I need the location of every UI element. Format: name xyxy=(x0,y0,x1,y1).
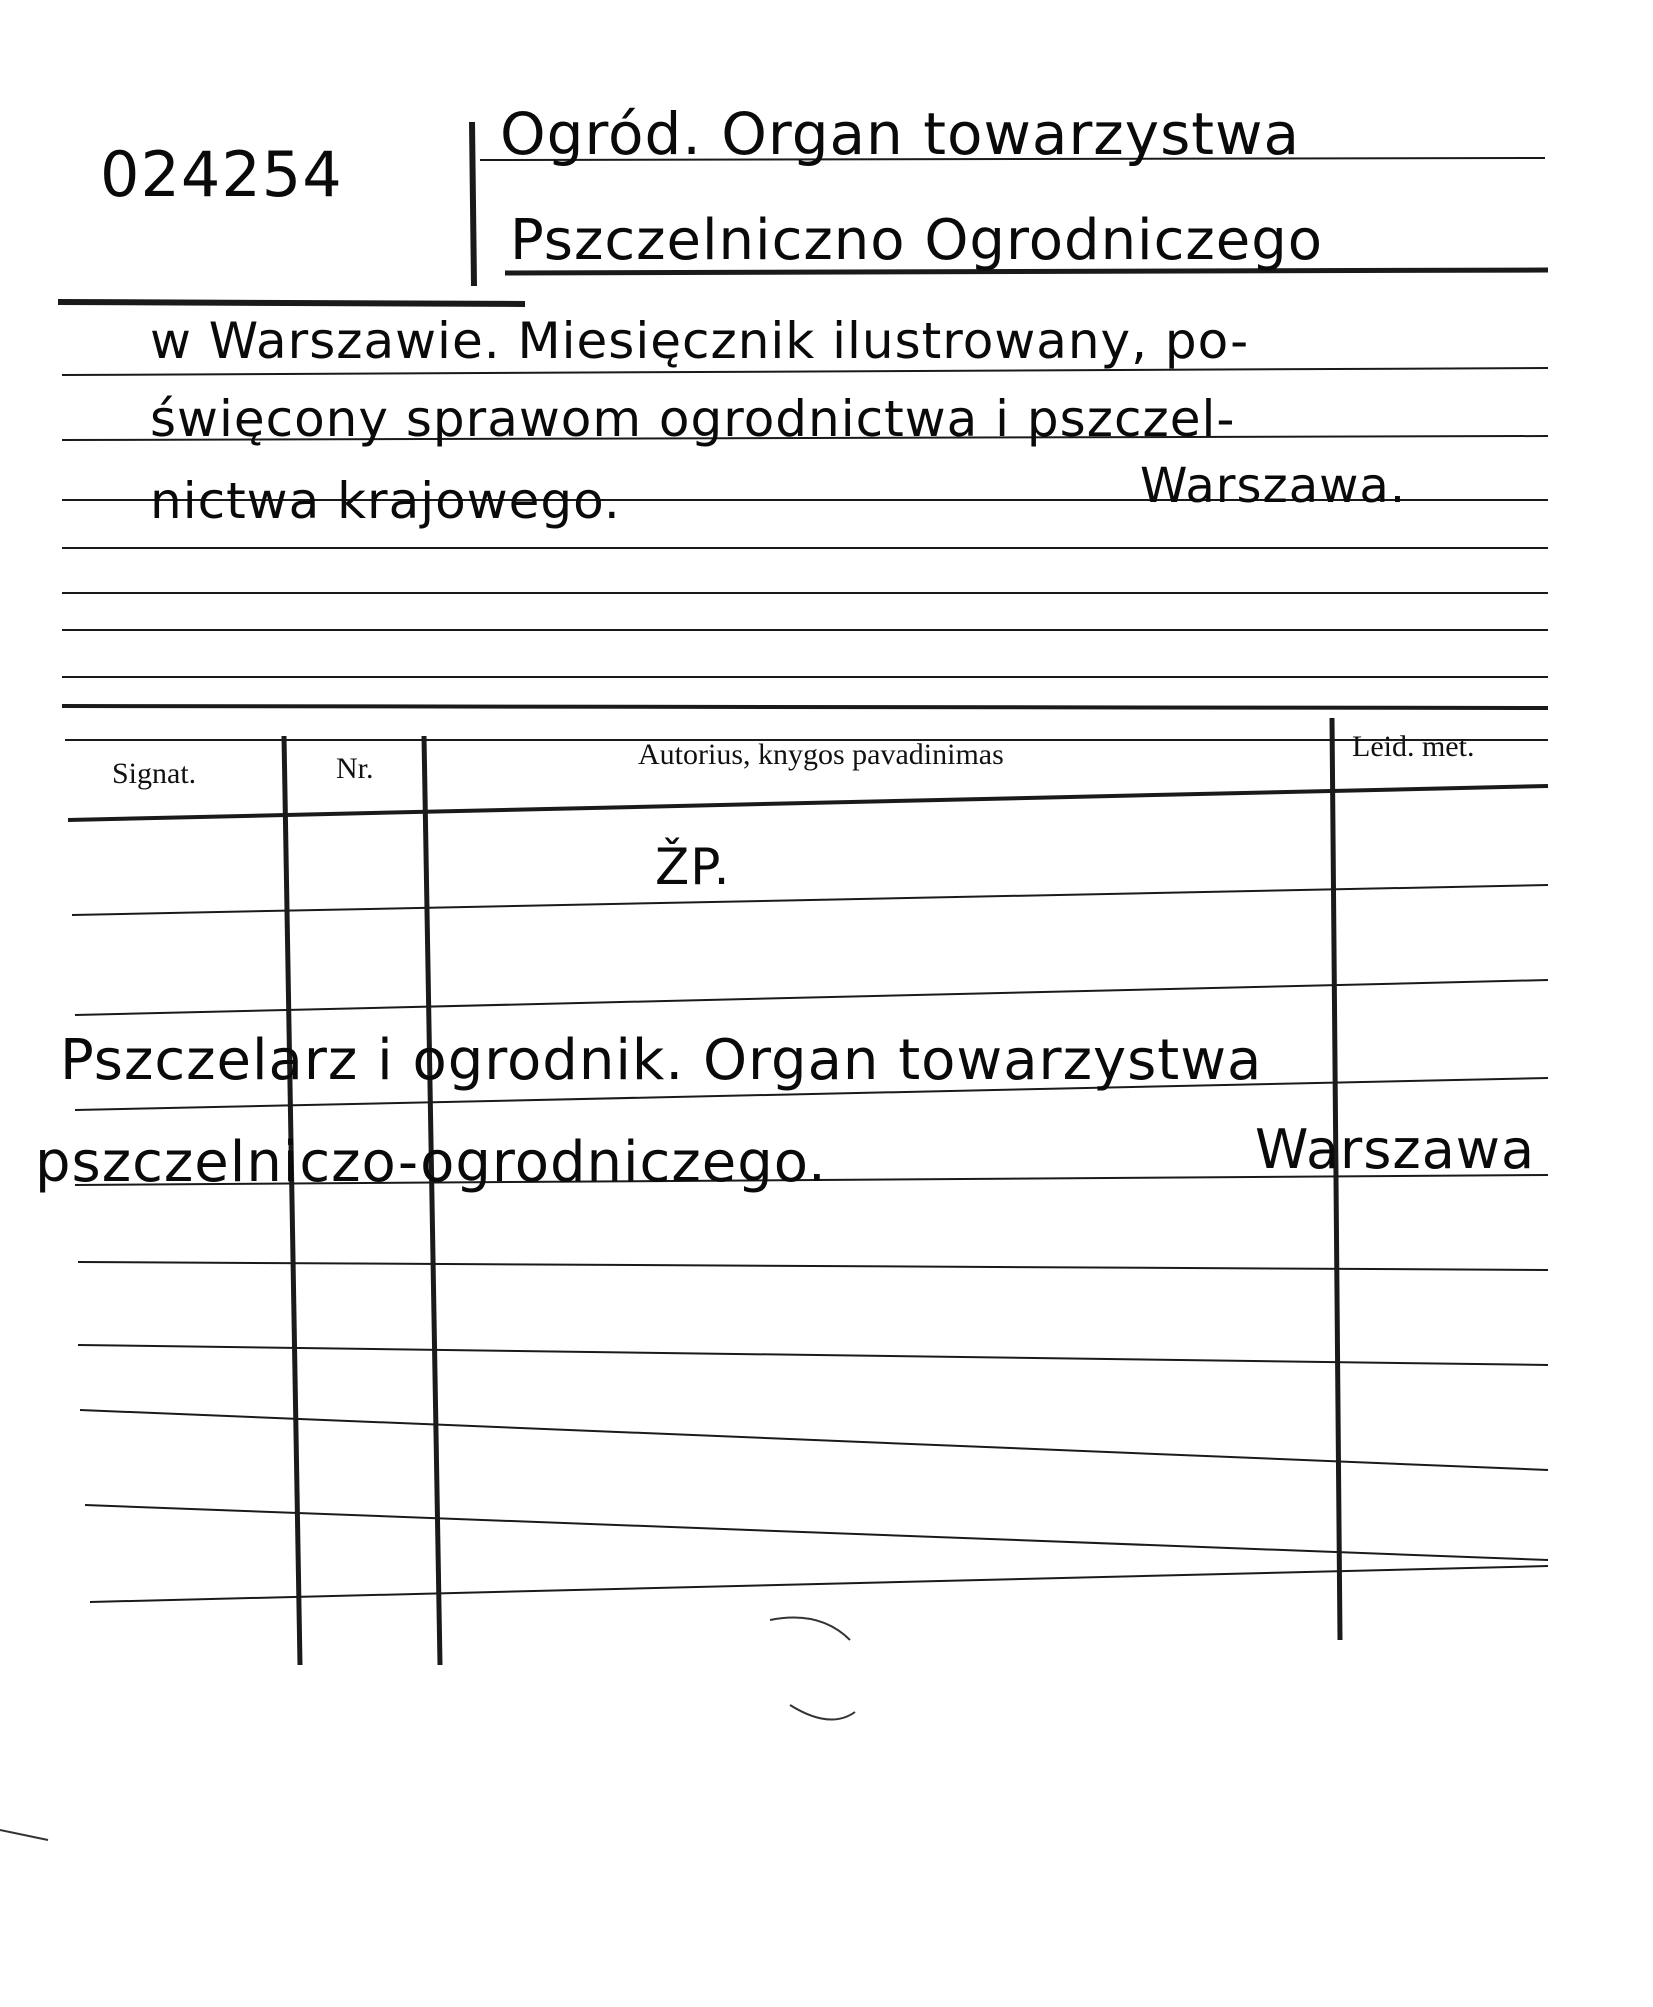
title-line-1: Ogród. Organ towarzystwa xyxy=(500,100,1301,168)
header-number: Nr. xyxy=(336,752,374,785)
entry-place: Warszawa xyxy=(1255,1118,1536,1181)
description-line-2: święcony sprawom ogrodnictwa i pszczel- xyxy=(150,390,1236,448)
collection-mark: ŽP. xyxy=(655,838,731,896)
header-year: Leid. met. xyxy=(1352,730,1475,763)
header-signature: Signat. xyxy=(112,757,197,790)
entry-line-1: Pszczelarz i ogrodnik. Organ towarzystwa xyxy=(60,1028,1263,1093)
entry-line-2: pszczelniczo-ogrodniczego. xyxy=(35,1130,827,1195)
description-line-3: nictwa krajowego. xyxy=(150,472,621,530)
card-number: 024254 xyxy=(100,138,343,211)
description-line-1: w Warszawie. Miesięcznik ilustrowany, po- xyxy=(150,312,1250,370)
title-line-2: Pszczelniczno Ogrodniczego xyxy=(510,208,1324,273)
place-of-publication: Warszawa. xyxy=(1140,458,1407,514)
header-author-title: Autorius, knygos pavadinimas xyxy=(638,738,1004,771)
